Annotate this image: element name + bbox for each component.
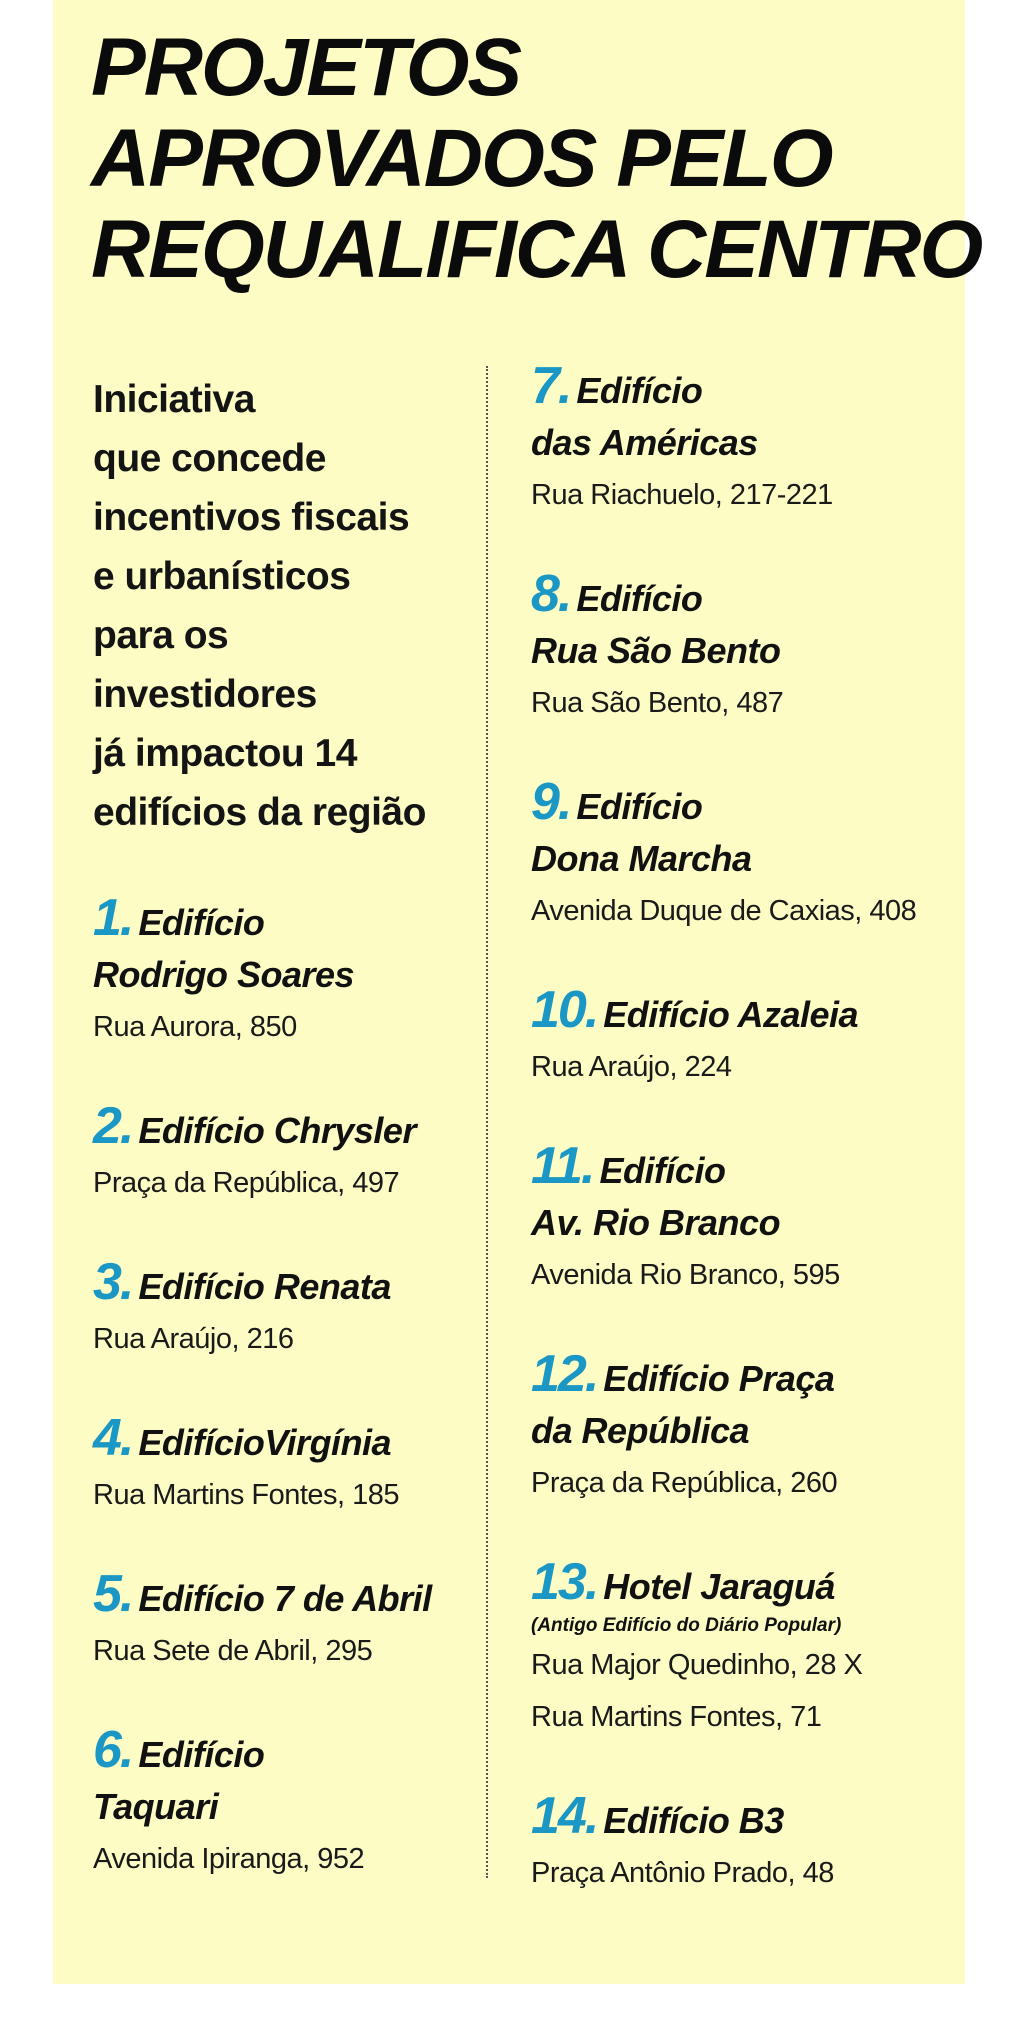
project-number: 5. bbox=[93, 1565, 133, 1623]
project-name bbox=[531, 1553, 951, 1613]
intro-line: incentivos fiscais bbox=[93, 496, 410, 539]
project-number: 6. bbox=[93, 1721, 133, 1779]
intro-line: e urbanísticos bbox=[93, 555, 351, 598]
project-item-13 bbox=[531, 1553, 951, 1743]
project-item-7 bbox=[531, 357, 951, 521]
project-name-line: Edifício bbox=[576, 370, 703, 411]
project-number: 4. bbox=[93, 1409, 133, 1467]
project-number: 8. bbox=[531, 565, 571, 623]
project-number: 2. bbox=[93, 1097, 133, 1155]
project-name-line: Rua São Bento bbox=[531, 630, 781, 671]
project-item-4 bbox=[93, 1409, 513, 1521]
project-note: (Antigo Edifício do Diário Popular) bbox=[531, 1615, 842, 1636]
project-name bbox=[531, 565, 951, 677]
project-name-line: Hotel Jaraguá bbox=[603, 1566, 835, 1607]
project-number: 12. bbox=[531, 1345, 598, 1403]
project-name-line: Dona Marcha bbox=[531, 838, 752, 879]
project-name bbox=[93, 1097, 513, 1157]
project-address: Rua Araújo, 224 bbox=[531, 1051, 732, 1083]
project-item-3 bbox=[93, 1253, 513, 1365]
project-name bbox=[531, 1137, 951, 1249]
intro-line: investidores bbox=[93, 673, 317, 716]
project-number: 3. bbox=[93, 1253, 133, 1311]
project-address: Rua Riachuelo, 217-221 bbox=[531, 479, 833, 511]
project-number: 9. bbox=[531, 773, 571, 831]
project-number: 14. bbox=[531, 1787, 598, 1845]
project-name-line: Av. Rio Branco bbox=[531, 1202, 781, 1243]
project-name bbox=[531, 1345, 951, 1457]
page-title bbox=[91, 22, 982, 295]
project-name-line: Edifício Chrysler bbox=[138, 1110, 416, 1151]
project-address bbox=[531, 1639, 951, 1743]
project-name bbox=[531, 773, 951, 885]
project-item-9 bbox=[531, 773, 951, 937]
project-name bbox=[531, 981, 951, 1041]
project-name bbox=[93, 889, 513, 1001]
project-address: Avenida Rio Branco, 595 bbox=[531, 1259, 840, 1291]
project-number: 1. bbox=[93, 889, 133, 947]
project-item-14 bbox=[531, 1787, 951, 1899]
project-address: Rua Sete de Abril, 295 bbox=[93, 1635, 373, 1667]
project-name bbox=[93, 1565, 513, 1625]
title-line: PROJETOS bbox=[91, 22, 521, 113]
project-address: Avenida Ipiranga, 952 bbox=[93, 1843, 365, 1875]
project-item-12 bbox=[531, 1345, 951, 1509]
project-address: Rua Araújo, 216 bbox=[93, 1323, 294, 1355]
project-address: Praça Antônio Prado, 48 bbox=[531, 1857, 834, 1889]
intro-line: já impactou 14 bbox=[93, 732, 357, 775]
project-name-line: Rodrigo Soares bbox=[93, 954, 355, 995]
intro-line: para os bbox=[93, 614, 229, 657]
project-name-line: Edifício Renata bbox=[138, 1266, 391, 1307]
project-number: 11. bbox=[531, 1137, 594, 1195]
project-name-line: Taquari bbox=[93, 1786, 219, 1827]
project-name bbox=[93, 1409, 513, 1469]
project-item-8 bbox=[531, 565, 951, 729]
project-item-11 bbox=[531, 1137, 951, 1301]
intro-line: edifícios da região bbox=[93, 791, 426, 834]
project-number: 13. bbox=[531, 1553, 598, 1611]
intro-line: Iniciativa bbox=[93, 378, 255, 421]
project-address-line: Rua Martins Fontes, 71 bbox=[531, 1701, 822, 1733]
project-name bbox=[531, 357, 951, 469]
project-address-line: Rua Major Quedinho, 28 X bbox=[531, 1649, 863, 1681]
project-name-line: Edifício B3 bbox=[603, 1800, 784, 1841]
project-name bbox=[93, 1253, 513, 1313]
project-name-line: EdifícioVirgínia bbox=[138, 1422, 392, 1463]
project-name-line: Edifício bbox=[138, 902, 265, 943]
project-name-line: Edifício Praça bbox=[603, 1358, 835, 1399]
infographic-panel bbox=[53, 0, 982, 1984]
project-name-line: Edifício bbox=[138, 1734, 265, 1775]
project-item-6 bbox=[93, 1721, 513, 1885]
project-item-2 bbox=[93, 1097, 513, 1209]
project-item-1 bbox=[93, 889, 513, 1053]
project-item-10 bbox=[531, 981, 951, 1093]
project-address: Rua Aurora, 850 bbox=[93, 1011, 297, 1043]
intro-text bbox=[93, 370, 473, 842]
project-name bbox=[93, 1721, 513, 1833]
title-line: REQUALIFICA CENTRO bbox=[91, 204, 982, 295]
project-address: Praça da República, 260 bbox=[531, 1467, 838, 1499]
project-item-5 bbox=[93, 1565, 513, 1677]
project-address: Rua Martins Fontes, 185 bbox=[93, 1479, 400, 1511]
project-name-line: Edifício bbox=[599, 1150, 726, 1191]
project-number: 7. bbox=[531, 357, 571, 415]
project-address: Praça da República, 497 bbox=[93, 1167, 400, 1199]
project-name-line: Edifício bbox=[576, 578, 703, 619]
project-name bbox=[531, 1787, 951, 1847]
project-name-line: Edifício bbox=[576, 786, 703, 827]
project-name-line: das Américas bbox=[531, 422, 758, 463]
title-line: APROVADOS PELO bbox=[91, 113, 832, 204]
project-address: Avenida Duque de Caxias, 408 bbox=[531, 895, 917, 927]
project-number: 10. bbox=[531, 981, 598, 1039]
project-name-line: da República bbox=[531, 1410, 750, 1451]
project-name-line: Edifício 7 de Abril bbox=[138, 1578, 432, 1619]
intro-line: que concede bbox=[93, 437, 326, 480]
project-address: Rua São Bento, 487 bbox=[531, 687, 784, 719]
project-name-line: Edifício Azaleia bbox=[603, 994, 859, 1035]
